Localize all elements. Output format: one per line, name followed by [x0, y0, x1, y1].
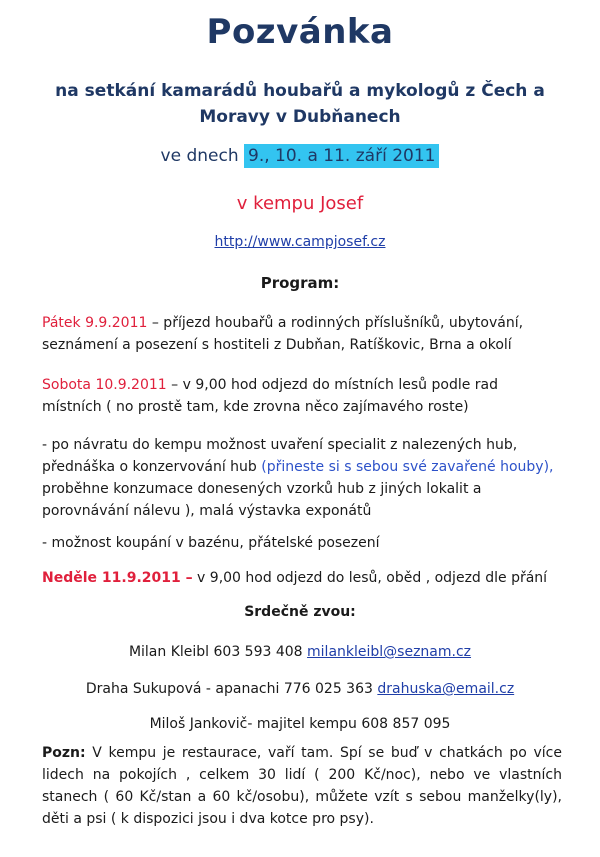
contact-draha-text: Draha Sukupová - apanachi 776 025 363 [85, 681, 378, 697]
note [42, 742, 562, 830]
program-sunday [42, 567, 562, 589]
event-dates [0, 146, 600, 166]
program-after-return [42, 434, 562, 522]
subtitle-line-2: Moravy v Dubňanech [199, 107, 401, 127]
saturday-day: Sobota [42, 377, 91, 393]
contact-milan-text: Milan Kleibl 603 593 408 [128, 644, 308, 660]
sunday-day-date: Neděle 11.9.2011 – [42, 570, 193, 586]
camp-name: v kempu Josef [236, 193, 364, 214]
friday-text: – příjezd houbařů a rodinných příslušníků, ubytování, seznámení a posezení s hostiteli z Dubňan, Ratíškovic, Brna a okolí [42, 315, 524, 353]
contact-milos: Miloš Jankovič- majitel kempu 608 857 095 [149, 716, 451, 732]
after-return-text-end: proběhne konzumace donesených vzorků hub z jiných lokalit a porovnávání nálevu ), malá výstavka exponátů [42, 481, 482, 519]
sunday-text: v 9,00 hod odjezd do lesů, oběd , odjezd dle přání [192, 570, 548, 586]
subtitle-line-1: na setkání kamarádů houbařů a mykologů z Čech a [55, 81, 545, 101]
program-heading: Program: [260, 274, 340, 292]
contact-draha [0, 681, 600, 697]
program-pool: - možnost koupání v bazénu, přátelské posezení [42, 535, 380, 551]
saturday-date: 10.9.2011 [95, 377, 167, 393]
page-title: Pozvánka [206, 12, 394, 52]
note-text: V kempu je restaurace, vaří tam. Spí se buď v chatkách po více lidech na pokojích , celkem 30 lidí ( 200 Kč/noc), nebo ve vlastních stanech ( 60 Kč/stan a 60 kč/osobu), můžete vzít s sebou manželky(ly), děti a psi ( k dispozici jsou i dva kotce pro psy). [42, 745, 562, 827]
after-return-blue-text: (přineste si s sebou své zavařené houby), [261, 459, 554, 475]
subtitle [40, 78, 560, 130]
after-return-text: - po návratu do kempu možnost uvaření specialit z nalezených hub, přednáška o konzervování hub [42, 437, 518, 475]
program-friday [42, 312, 562, 356]
saturday-text: – v 9,00 hod odjezd do místních lesů podle rad místních ( no prostě tam, kde zrovna něco zajímavého roste) [42, 377, 499, 415]
camp-url-link[interactable]: http://www.campjosef.cz [214, 234, 386, 250]
friday-date: 9.9.2011 [85, 315, 148, 331]
camp-url-line [0, 234, 600, 250]
contact-milan-email[interactable]: milankleibl@seznam.cz [307, 644, 472, 660]
contacts-heading: Srdečně zvou: [244, 604, 356, 620]
contact-draha-email[interactable]: drahuska@email.cz [377, 681, 515, 697]
friday-day: Pátek [42, 315, 81, 331]
contact-milan [0, 644, 600, 660]
program-saturday [42, 374, 562, 418]
dates-highlight: 9., 10. a 11. září 2011 [244, 144, 439, 168]
note-label: Pozn: [42, 745, 86, 761]
dates-prefix: ve dnech [160, 146, 239, 166]
